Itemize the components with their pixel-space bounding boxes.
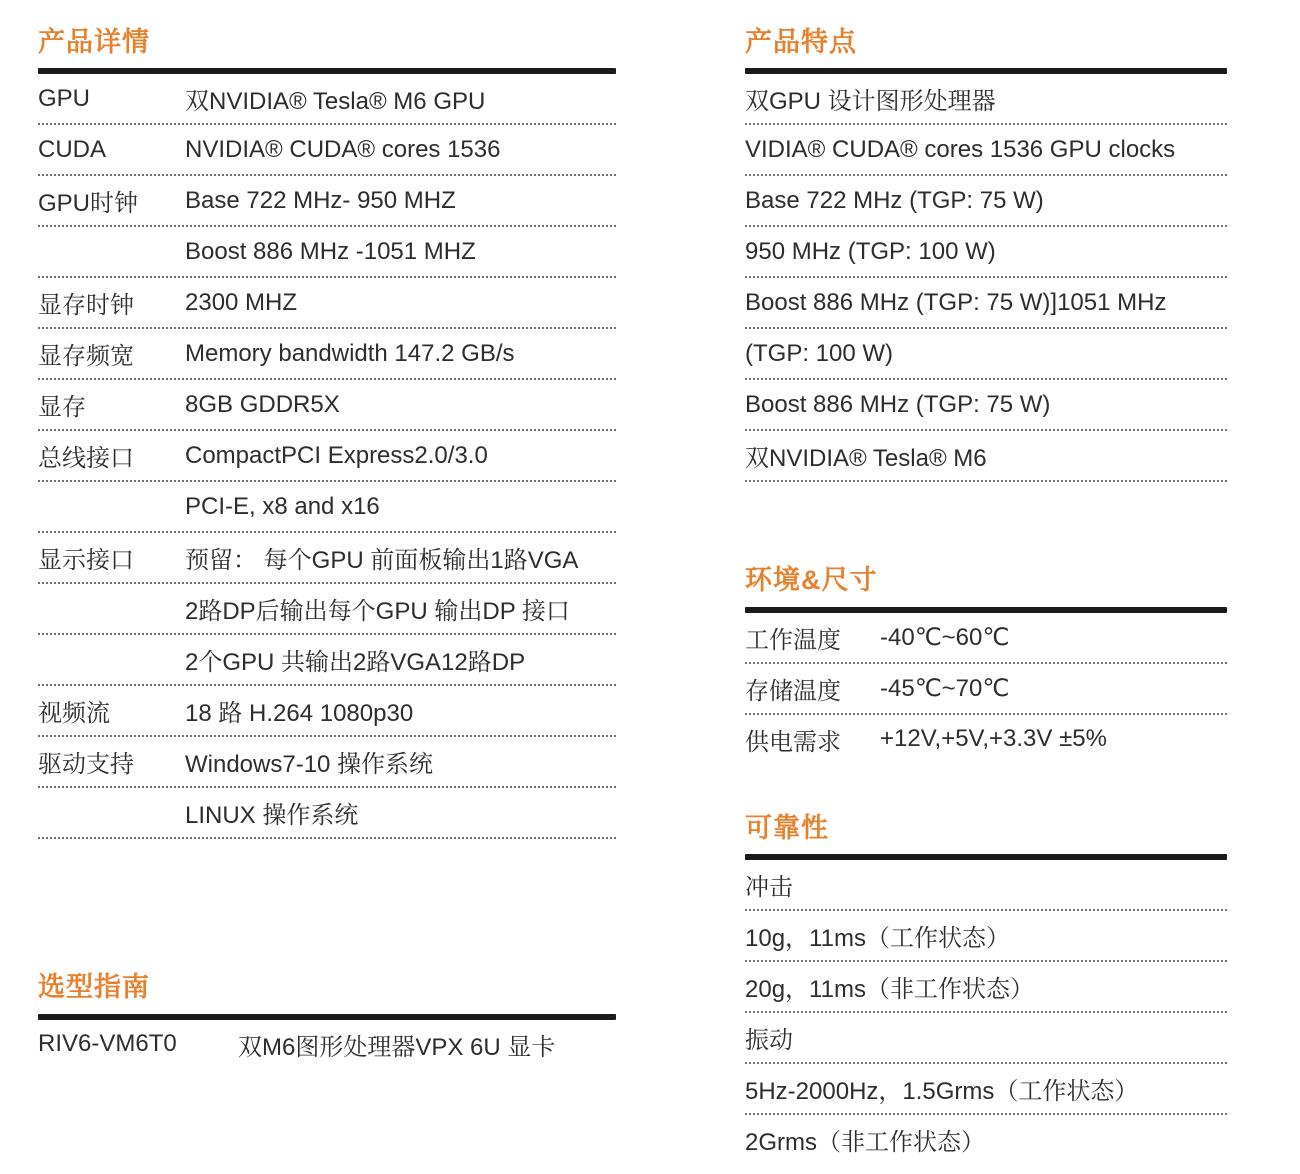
feature-item: Boost 886 MHz (TGP: 75 W)]1051 MHz: [745, 278, 1227, 329]
table-row: [38, 1020, 616, 1069]
table-row: [745, 664, 1227, 715]
row-label: 显存频宽: [38, 343, 134, 371]
section-title-product-details: 产品详情: [38, 27, 150, 57]
row-value: Windows7-10 操作系统: [185, 751, 434, 779]
feature-item: 950 MHz (TGP: 100 W): [745, 227, 1227, 278]
table-row: [38, 176, 616, 227]
table-row: [745, 715, 1227, 764]
row-value: 8GB GDDR5X: [185, 390, 340, 418]
section-product-details: [38, 24, 616, 839]
reliability-item: 振动: [745, 1013, 1227, 1064]
table-row: [38, 788, 616, 839]
row-label: GPU: [38, 84, 91, 112]
reliability-item: 10g，11ms（工作状态）: [745, 911, 1227, 962]
table-row: [38, 278, 616, 329]
row-value: PCI-E, x8 and x16: [185, 492, 380, 520]
model-number: RIV6-VM6T0: [38, 1030, 177, 1058]
row-value: NVIDIA® CUDA® cores 1536: [185, 135, 501, 163]
table-row: [38, 431, 616, 482]
table-row: [38, 227, 616, 278]
row-label: 工作温度: [745, 626, 841, 654]
row-value: 2300 MHZ: [185, 288, 298, 316]
row-label: 总线接口: [38, 445, 134, 473]
row-value: Base 722 MHz- 950 MHZ: [185, 186, 456, 214]
row-value: 18 路 H.264 1080p30: [185, 700, 414, 728]
row-label: GPU时钟: [38, 190, 139, 218]
table-row: [38, 533, 616, 584]
table-row: [745, 613, 1227, 664]
row-label: 存储温度: [745, 677, 841, 705]
table-row: [38, 686, 616, 737]
table-row: [38, 737, 616, 788]
row-value: LINUX 操作系统: [185, 802, 359, 830]
row-label: 显示接口: [38, 547, 134, 575]
table-row: [38, 125, 616, 176]
feature-item: 双NVIDIA® Tesla® M6: [745, 431, 1227, 482]
row-value: CompactPCI Express2.0/3.0: [185, 441, 488, 469]
feature-item: 双GPU 设计图形处理器: [745, 74, 1227, 125]
section-title-product-features: 产品特点: [745, 27, 857, 57]
row-value: +12V,+5V,+3.3V ±5%: [880, 725, 1107, 753]
table-row: [38, 635, 616, 686]
row-label: 驱动支持: [38, 751, 134, 779]
row-value: 预留： 每个GPU 前面板输出1路VGA: [185, 547, 579, 575]
row-label: 显存: [38, 394, 86, 422]
reliability-item: 5Hz-2000Hz，1.5Grms（工作状态）: [745, 1064, 1227, 1115]
section-selection-guide: [38, 969, 616, 1068]
row-value: 2个GPU 共输出2路VGA12路DP: [185, 649, 526, 677]
row-label: 显存时钟: [38, 292, 134, 320]
row-value: Boost 886 MHz -1051 MHZ: [185, 237, 476, 265]
row-label: 视频流: [38, 700, 110, 728]
feature-item: (TGP: 100 W): [745, 329, 1227, 380]
right-column: [745, 24, 1227, 1164]
section-product-features: [745, 24, 1227, 482]
table-row: [38, 584, 616, 635]
reliability-item: 20g，11ms（非工作状态）: [745, 962, 1227, 1013]
section-title-selection-guide: 选型指南: [38, 972, 150, 1003]
table-row: [38, 74, 616, 125]
feature-item: Base 722 MHz (TGP: 75 W): [745, 176, 1227, 227]
model-description: 双M6图形处理器VPX 6U 显卡: [238, 1033, 556, 1061]
row-value: -45℃~70℃: [880, 674, 1010, 702]
row-value: 双NVIDIA® Tesla® M6 GPU: [185, 88, 486, 116]
table-row: [38, 329, 616, 380]
row-value: Memory bandwidth 147.2 GB/s: [185, 339, 515, 367]
feature-item: Boost 886 MHz (TGP: 75 W): [745, 380, 1227, 431]
feature-item: VIDIA® CUDA® cores 1536 GPU clocks: [745, 125, 1227, 176]
row-label: CUDA: [38, 135, 107, 163]
reliability-item: 冲击: [745, 860, 1227, 911]
row-value: 2路DP后输出每个GPU 输出DP 接口: [185, 598, 570, 626]
section-title-environment: 环境&尺寸: [745, 565, 878, 596]
table-row: [38, 380, 616, 431]
row-label: 供电需求: [745, 728, 841, 756]
section-title-reliability: 可靠性: [745, 812, 829, 843]
row-value: -40℃~60℃: [880, 623, 1010, 651]
section-reliability: [745, 810, 1227, 1164]
reliability-item: 2Grms（非工作状态）: [745, 1129, 985, 1157]
table-row: [38, 482, 616, 533]
section-environment: [745, 562, 1227, 763]
left-column: [38, 24, 616, 1069]
